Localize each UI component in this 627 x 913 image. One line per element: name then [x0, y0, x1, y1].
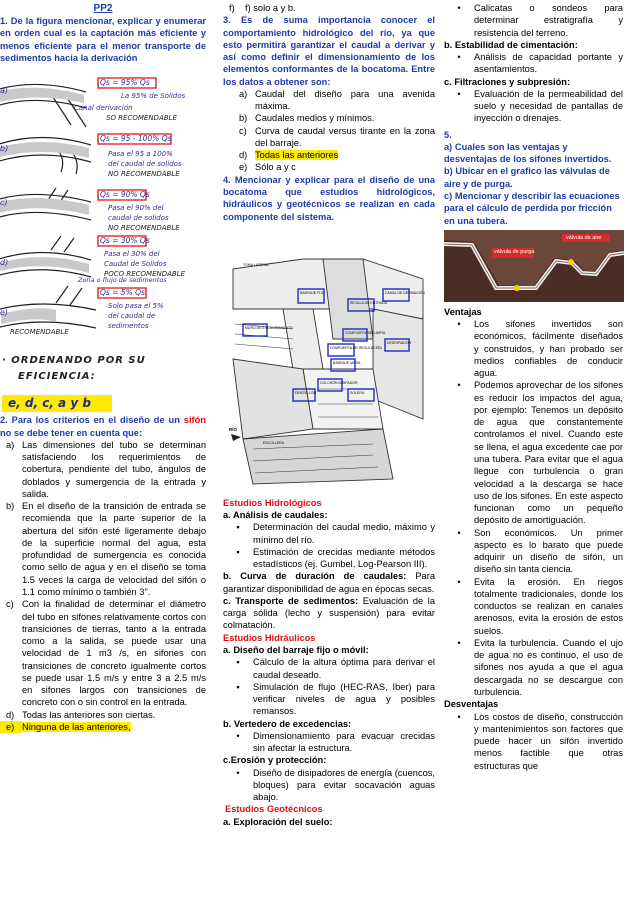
sketch-label-e-q: Qs = 5% Qs — [100, 288, 145, 298]
bullet-dot-icon: • — [236, 730, 240, 741]
sketch-label-b-tag: b) — [0, 144, 9, 154]
sketch-label-b-t3: NO RECOMENDABLE — [108, 170, 180, 179]
geo-b-list — [444, 51, 623, 76]
bullet-dot-icon: • — [457, 319, 461, 330]
list-item — [444, 379, 623, 526]
hidra-b-heading: b. Vertedero de excedencias: — [223, 718, 352, 729]
list-item-text: Diseño de disipadores de energía (cuencos, bloques) para evitar socavación aguas abajo. — [253, 767, 435, 803]
diagram-label: COMPUERTA DE LIMPIA — [345, 330, 386, 335]
option-text: Las dimensiones del tubo se determinan satisfaciendo los requerimientos de cobertura, pendiente del tubo, ángulos de doblados y sumergencia de la entrada y salida. — [22, 439, 206, 499]
valve-purge-label: válvula de purga — [494, 248, 535, 255]
sketch-label-e-extra: Zona o flujo de sedimentos — [78, 276, 167, 285]
diagram-label: BARRAJE MÓVIL — [333, 360, 362, 365]
option-text: Caudal del diseño para una avenida máxima. — [255, 88, 435, 112]
list-item-text: Son económicos. Un primer aspecto es lo barato que puede adquirir un diseño de sifón, un diseño sin tanta ciencia. — [474, 527, 623, 575]
list-item-text: Calicatas o sondeos para determinar estratigrafía y resistencia del terreno. — [474, 3, 623, 38]
diagram-label: MURO DE ENCAUZAMIENTO — [245, 325, 293, 330]
list-item — [444, 88, 623, 125]
exam-title: PP2 — [93, 3, 113, 14]
option-text: Todas las anteriores son ciertas. — [22, 709, 156, 720]
bullet-dot-icon: • — [457, 527, 461, 538]
desventajas-list — [444, 711, 623, 772]
diagram-label: DESRIPIADOR — [387, 340, 412, 345]
bullet-square-icon: ▪ — [236, 546, 240, 557]
intake-drawing — [223, 229, 435, 489]
bullet-dot-icon: • — [457, 380, 461, 391]
option-label: e) — [239, 162, 248, 173]
list-item-text: Los sifones invertidos son económicos, fácilmente diseñados y construidos, y han probado ser medios confiables de conducir agua. — [474, 319, 623, 379]
option-label: d) — [6, 709, 15, 720]
sketch-label-c-t3: NO RECOMENDABLE — [108, 224, 180, 233]
hidra-c-heading: c.Erosión y protección: — [223, 755, 327, 766]
hidro-c-text: Evaluación de la carga sólida (lecho y suspensión) para evitar colmatación. — [223, 595, 435, 631]
option-label: b) — [239, 113, 248, 124]
bullet-square-icon: ▪ — [236, 522, 240, 533]
option-label: b) — [6, 501, 15, 512]
question-2-rest: no se debe tener en cuenta que: — [0, 427, 143, 438]
ventajas-list — [444, 318, 623, 698]
list-item — [233, 125, 435, 150]
order-answer: e, d, c, a y b — [8, 396, 91, 411]
diagram-label: RÍO — [229, 426, 238, 432]
option-text: f) solo a y b. — [245, 3, 296, 13]
list-item — [223, 521, 435, 546]
hidro-title: Estudios Hidrológicos — [223, 497, 322, 508]
list-item-text: Estimación de crecidas mediante métodos estadísticos (ej. Gumbel, Log-Pearson III). — [253, 546, 435, 570]
list-item — [444, 51, 623, 76]
bullet-dot-icon: • — [457, 711, 461, 722]
hidra-c-list — [223, 767, 435, 804]
hidra-a-list — [223, 656, 435, 717]
list-item-text: Podemos aprovechar de los sifones es reducir los impactos del agua, por ejemplo: Tenemos un depósito de agua que constantemente controlamos el nivel. Cuando este se llena, el agua excedente cae por una tubera. Para evitar que el agua llegue con turbulencia o gran velocidad a la descarga se hace uso de los sifones. En este aspecto funcionan como un pequeño depósito de amortiguación. — [474, 380, 623, 526]
list-item — [444, 637, 623, 698]
sketch-label-c-t2: caudal de solidos — [108, 214, 169, 223]
list-item — [444, 2, 623, 39]
bullet-dot-icon: • — [457, 637, 461, 648]
bullet-square-icon: ▪ — [236, 657, 240, 668]
diagram-label: BARRAJE FIJO — [300, 290, 325, 295]
hidro-b — [223, 570, 435, 595]
list-item-text: Cálculo de la altura óptima para derivar el caudal deseado. — [253, 657, 435, 680]
option-text: Sólo a y c — [255, 162, 296, 173]
diagram-label: SOLERA — [350, 390, 365, 395]
order-line-1: · ORDENANDO POR SU — [2, 355, 146, 367]
option-text: En el diseño de la transición de entrada se recomienda que la parte superior de la abertura del sifón esté ligeramente debajo de la superficie normal del agua, esta profundidad de sumergencia es conocida como sello de agua y en el diseño se toma 1.5 veces la carga de velocidad del sifón o 1.1 como mínimo o también 3". — [22, 501, 206, 597]
question-2-option-f — [223, 2, 435, 14]
question-1: 1. De la figura mencionar, explicar y enumerar en orden cual es la captación más eficiente y menos eficiente para el menor transporte de sedimentos hacia la derivación — [0, 16, 206, 63]
hidro-b-text: Para garantizar disponibilidad de agua en épocas secas. — [223, 571, 435, 594]
sketch-label-e-t3: sedimentos — [108, 322, 149, 331]
list-item-text: Dimensionamiento para evacuar crecidas sin afectar la estructura. — [253, 730, 435, 754]
bullet-dot-icon: • — [457, 52, 461, 63]
hidro-c — [223, 595, 435, 632]
sketch-label-c-tag: c) — [0, 198, 8, 208]
diagram-label: DENTELLÓN — [295, 390, 317, 395]
geo-a-list — [444, 2, 623, 39]
list-item — [223, 767, 435, 804]
list-item-text: Evaluación de la permeabilidad del suelo y necesidad de pantallas de inyección o drenajes. — [474, 88, 623, 124]
siphon-image — [444, 230, 624, 302]
list-item — [444, 318, 623, 379]
sketch-label-d-t1: Pasa el 30% del — [104, 250, 160, 259]
option-text: Con la finalidad de determinar el diámetro del tubo en sifones relativamente cortos con transiciones de tierras, tanto a la entrada como a la salida, se puede usar una velocidad de 1 m3 /s, en sifones con transiciones de concreto igualmente cortos se puede usar 1.5 m/s y entre 3 a 2.5 m/s en sifones largos con transiciones de concreto con o sin control en la entrada. — [22, 599, 206, 708]
option-label: c) — [6, 599, 14, 610]
sketch-label-d-t2: Caudal de Solidos — [104, 260, 167, 269]
sketch-label-a-q: Qs = 95% Qs — [100, 78, 150, 88]
geo-c-heading: c. Filtraciones y subpresión: — [444, 76, 571, 87]
geo-title: Estudios Geotécnicos — [225, 804, 323, 815]
bullet-dot-icon: • — [457, 88, 461, 99]
sketch-label-c-t1: Pasa el 90% del — [108, 204, 164, 213]
list-item-text: Análisis de capacidad portante y asentamientos. — [474, 52, 623, 75]
question-4: 4. Mencionar y explicar para el diseño de una bocatoma que estudios hidrológicos, hidráulicos y geotécnicos se realizan en cada componente del sistema. — [223, 174, 435, 222]
option-text-highlighted: Ninguna de las anteriores, — [22, 721, 131, 732]
option-label: a) — [239, 88, 248, 99]
question-3-options — [223, 88, 435, 174]
list-item — [0, 439, 206, 500]
question-3: 3. Es de suma importancia conocer el comportamiento hidrológico del río, ya que esto permitirá garantizar el caudal a derivar y así como definir el dimensionamiento de los elementos conformantes de la bocatoma. Entre los datos a obtener son: — [223, 15, 435, 87]
list-item — [0, 500, 206, 598]
sketch-label-d-t3: POCO RECOMENDABLE — [104, 270, 186, 279]
list-item-text: Los costos de diseño, construcción y mantenimientos son factores que puede hacer un sifón invertido menos factible que otras estructuras que — [474, 711, 623, 771]
list-item — [223, 656, 435, 681]
list-item-text: Determinación del caudal medio, máximo y mínimo del río. — [253, 522, 435, 545]
ventajas-title: Ventajas — [444, 306, 482, 317]
diagram-label: CANAL DE DERIVACIÓN — [385, 290, 425, 295]
column-right — [444, 0, 627, 913]
question-5b: b) Ubicar en el grafico las válvulas de aire y de purga. — [444, 166, 610, 189]
bullet-dot-icon: • — [457, 3, 461, 13]
sketch-label-a-t3: SO RECOMENDABLE — [106, 114, 177, 123]
sketch-label-e-tag: e) — [0, 308, 9, 318]
hidra-a-heading: a. Diseño del barraje fijo o móvil: — [223, 644, 369, 655]
diagram-label: REJILLA DE ENTRADA — [350, 300, 388, 305]
list-item — [233, 112, 435, 124]
bullet-square-icon: ▪ — [236, 681, 240, 692]
bullet-dot-icon: • — [457, 576, 461, 587]
option-label: f) — [229, 3, 235, 13]
option-text: Caudales medios y mínimos. — [255, 113, 375, 124]
hidro-a-list — [223, 521, 435, 570]
hidro-b-heading: b. Curva de duración de caudales: — [223, 571, 407, 582]
sketch-label-b-t1: Pasa el 95 a 100% — [108, 150, 173, 159]
geo-a-heading: a. Exploración del suelo: — [223, 816, 333, 827]
list-item — [444, 576, 623, 637]
list-item — [233, 161, 435, 173]
option-text-highlighted: Todas las anteriores — [255, 150, 339, 161]
intake-diagram — [223, 229, 435, 489]
question-2-options — [0, 439, 206, 733]
hidra-b-list — [223, 730, 435, 755]
list-item — [223, 546, 435, 571]
list-item — [0, 721, 206, 733]
list-item — [233, 149, 435, 161]
sketch-label-e-rec: RECOMENDABLE — [10, 328, 69, 337]
option-label: d) — [239, 150, 248, 161]
bullet-dot-icon: • — [236, 767, 240, 778]
sketch-label-c-q: Qs = 90% Qs — [100, 190, 150, 200]
sketch-label-b-q: Qs = 95 - 100% Qs — [100, 134, 172, 144]
list-item — [444, 527, 623, 576]
column-middle — [213, 0, 441, 913]
sketch-label-b-t2: del caudal de solidos — [108, 160, 182, 169]
list-item-text: Evita la turbulencia. Cuando el ujo de agua no es continuo, el uso de sifones nos ayuda a que el agua descargada no se descargue con turbulencia. — [474, 637, 623, 698]
geo-c-list — [444, 88, 623, 125]
list-item — [223, 730, 435, 755]
diagram-label: COMPUERTA DE REGULACIÓN — [330, 345, 382, 350]
order-line-2: EFICIENCIA: — [18, 371, 96, 383]
diagram-label: COLCHÓN DISIPADOR — [320, 380, 358, 385]
question-5: 5. — [444, 129, 452, 140]
sketch-label-a-t2: Canal derivación — [74, 104, 133, 113]
option-label: e) — [0, 721, 22, 733]
list-item — [0, 598, 206, 708]
list-item — [0, 709, 206, 721]
list-item — [233, 88, 435, 113]
diagram-label: ESCOLLERA — [263, 440, 285, 445]
list-item-text: Simulación de flujo (HEC-RAS, Iber) para verificar niveles de agua y posibles remansos. — [253, 681, 435, 717]
sketch-label-a-tag: a) — [0, 86, 9, 96]
hidro-a-heading: a. Análisis de caudales: — [223, 510, 328, 521]
question-2-text: 2. Para los criterios en el diseño de un — [0, 415, 184, 426]
question-2 — [0, 414, 206, 439]
intake-sketch — [0, 70, 206, 412]
sketch-label-d-tag: d) — [0, 258, 9, 268]
option-text: Curva de caudal versus tirante en la zona del barraje. — [255, 125, 435, 148]
column-left — [0, 0, 210, 913]
sketch-label-d-q: Qs = 30% Qs — [100, 236, 150, 246]
hidro-c-heading: c. Transporte de sedimentos: — [223, 595, 359, 606]
list-item-text: Evita la erosión. En riegos totalmente tradicionales, donde los conductos se realizan en canales arenosos, evita la erosión de estos suelos. — [474, 576, 623, 636]
list-item — [223, 681, 435, 718]
question-5a: a) Cuales son las ventajas y desventajas de los sifones invertidos. — [444, 141, 612, 165]
desventajas-title: Desventajas — [444, 699, 499, 710]
sketch-label-e-t1: Solo pasa el 5% — [108, 302, 164, 311]
geo-b-heading: b. Estabilidad de cimentación: — [444, 39, 578, 50]
list-item — [223, 2, 435, 14]
valve-air-label: válvula de aire — [566, 234, 602, 241]
option-label: c) — [239, 125, 247, 136]
option-label: a) — [6, 439, 15, 450]
hidra-title: Estudios Hidráulicos — [223, 632, 316, 643]
sketch-label-a-t1: La 95% de Solidos — [121, 92, 186, 101]
question-2-highlight: sifón — [183, 415, 206, 426]
sketch-label-e-t2: del caudal de — [108, 312, 156, 321]
diagram-label: TOMA LATERAL — [243, 262, 270, 267]
question-5c: c) Mencionar y describir las ecuaciones para el cálculo de perdida por fricción en una tubera. — [444, 190, 620, 226]
list-item — [444, 711, 623, 772]
